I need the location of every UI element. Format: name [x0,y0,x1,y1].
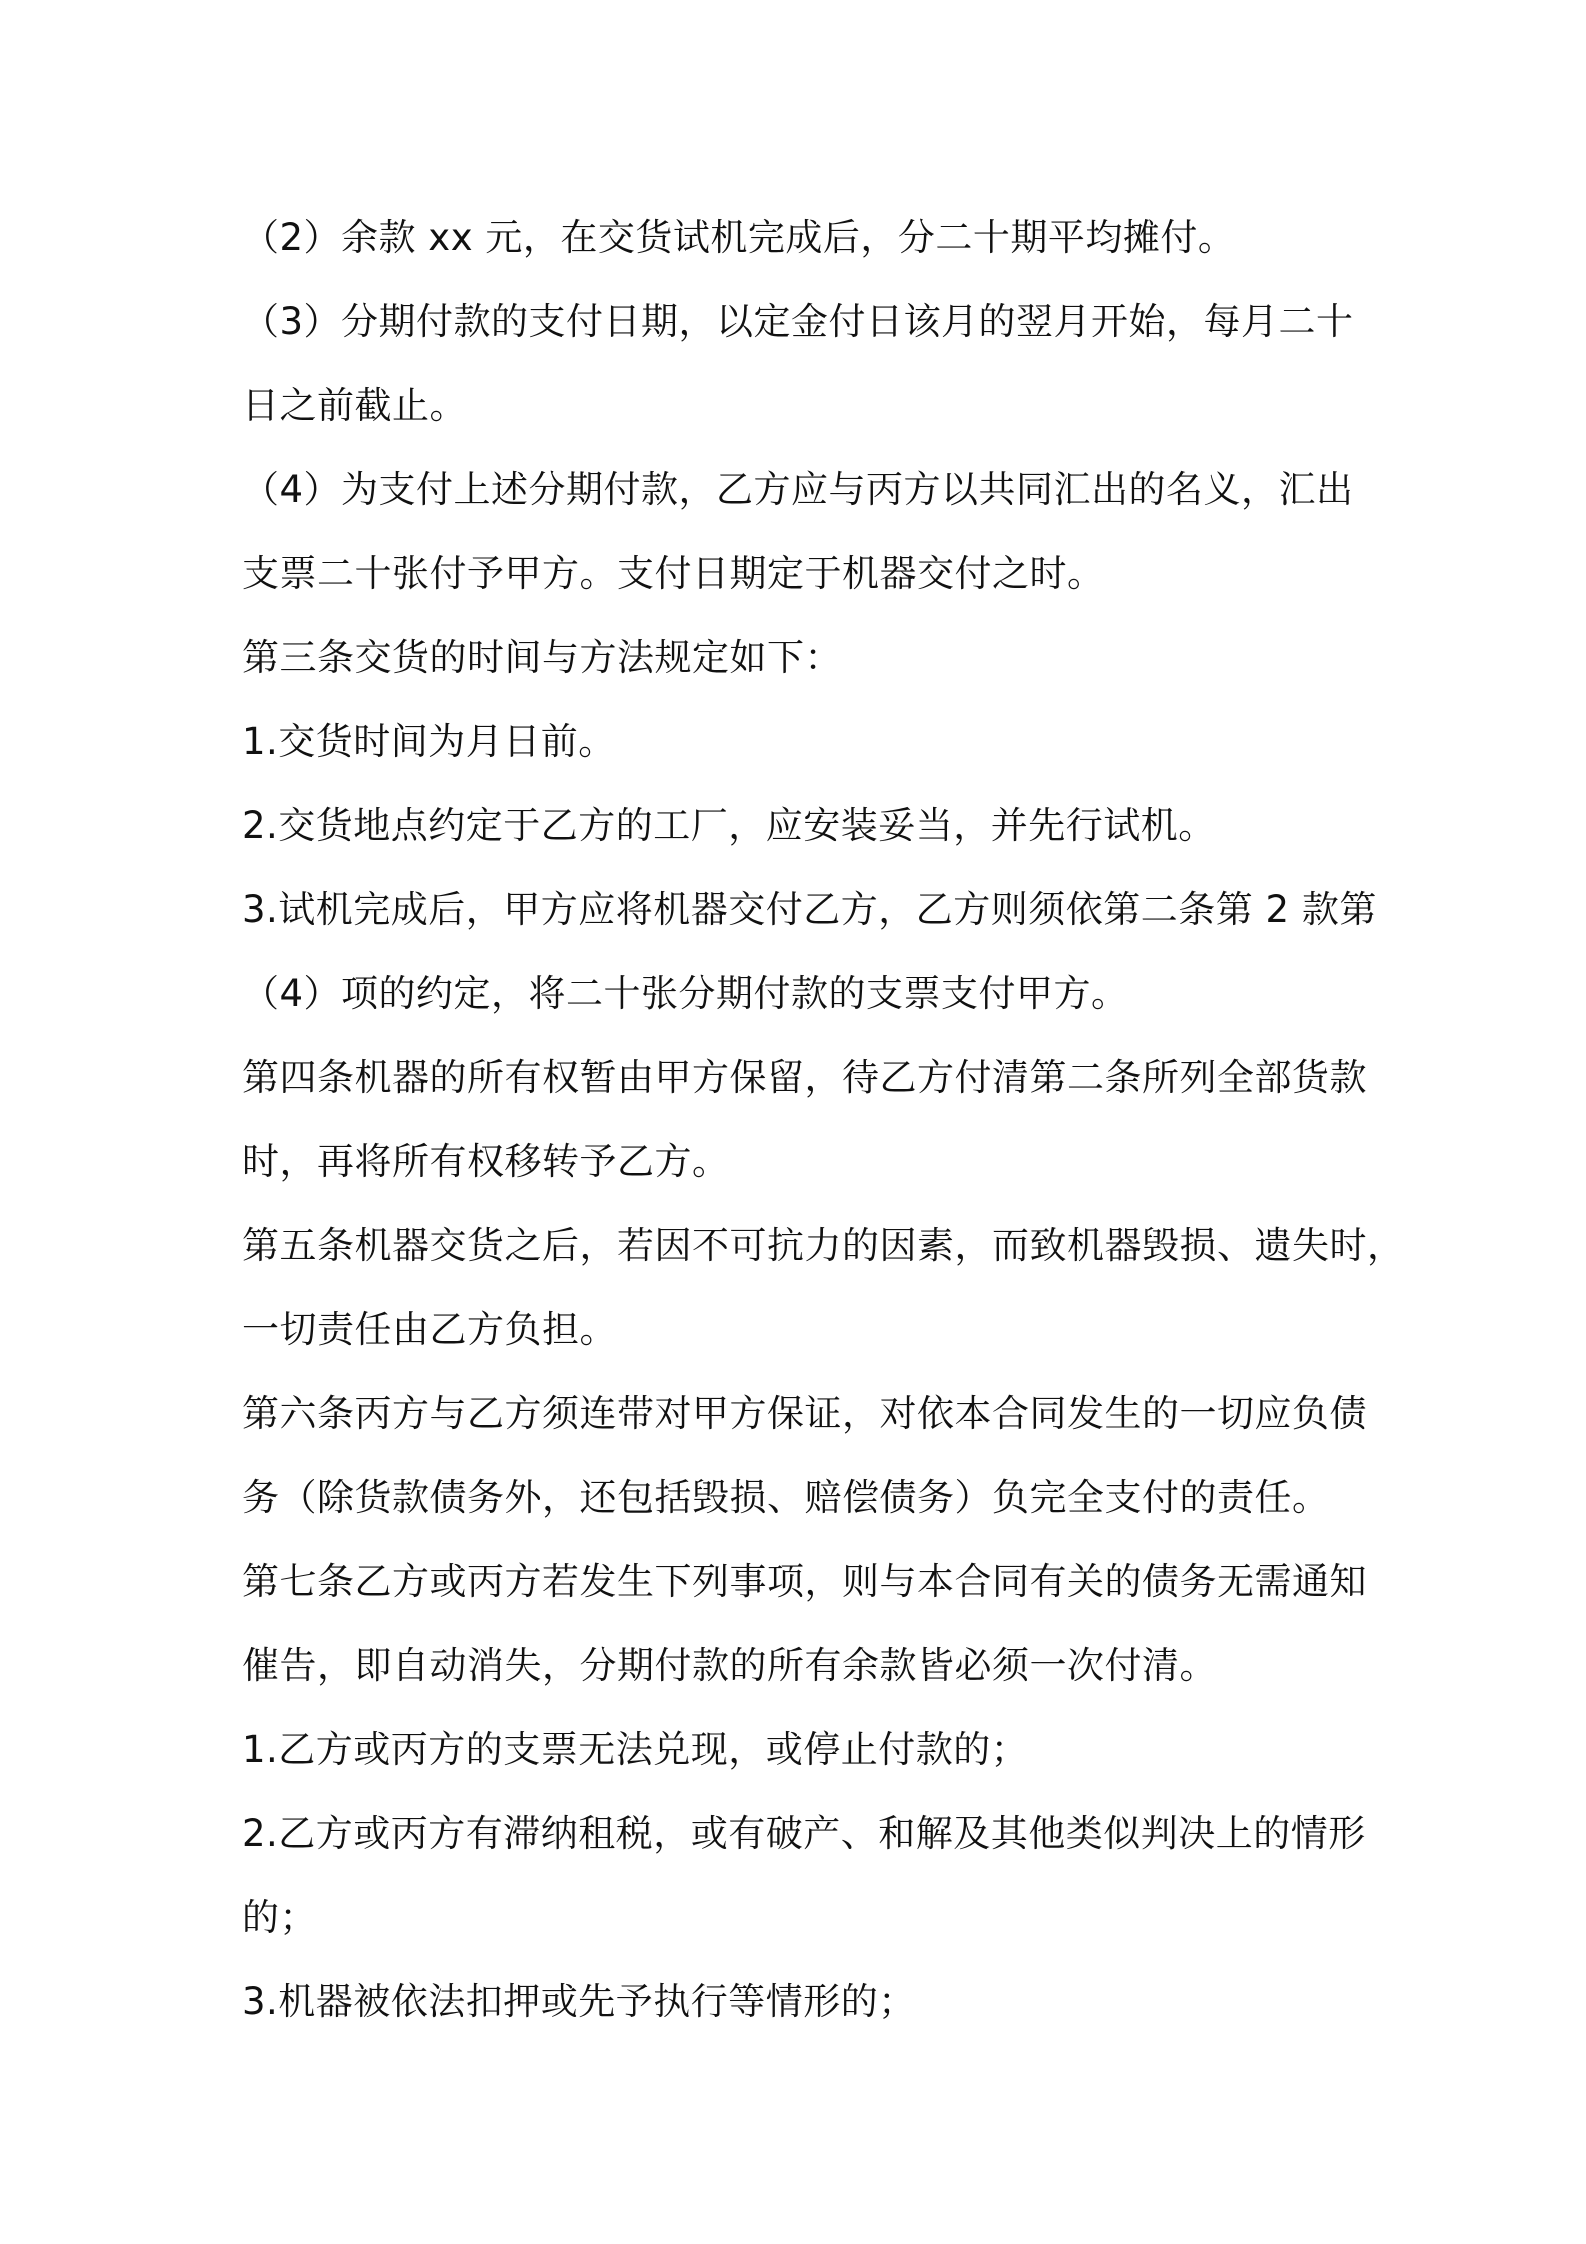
text-line: 3.机器被依法扣押或先予执行等情形的； [242,1980,916,2023]
text-line: 第六条丙方与乙方须连带对甲方保证，对依本合同发生的一切应负债 [242,1392,1367,1435]
text-line: 1.交货时间为月日前。 [242,720,616,763]
text-line: 第三条交货的时间与方法规定如下： [242,636,842,679]
text-line: （2）余款 xx 元，在交货试机完成后，分二十期平均摊付。 [242,216,1236,259]
text-line: 1.乙方或丙方的支票无法兑现，或停止付款的； [242,1728,1029,1771]
text-line: 的； [242,1896,317,1939]
text-line: 支票二十张付予甲方。支付日期定于机器交付之时。 [242,552,1105,595]
text-line: 第五条机器交货之后，若因不可抗力的因素，而致机器毁损、遗失时， [242,1224,1405,1267]
text-line: 催告，即自动消失，分期付款的所有余款皆必须一次付清。 [242,1644,1217,1687]
text-line: 务（除货款债务外，还包括毁损、赔偿债务）负完全支付的责任。 [242,1476,1330,1519]
text-line: 2.交货地点约定于乙方的工厂，应安装妥当，并先行试机。 [242,804,1216,847]
text-line: 2.乙方或丙方有滞纳租税，或有破产、和解及其他类似判决上的情形 [242,1812,1366,1855]
text-line: 一切责任由乙方负担。 [242,1308,617,1351]
text-line: 日之前截止。 [242,384,467,427]
text-line: （4）为支付上述分期付款，乙方应与丙方以共同汇出的名义，汇出 [242,468,1354,511]
document-body [242,196,1405,2044]
text-line: （3）分期付款的支付日期，以定金付日该月的翌月开始，每月二十 [242,300,1354,343]
text-line: （4）项的约定，将二十张分期付款的支票支付甲方。 [242,972,1129,1015]
text-line: 时，再将所有权移转予乙方。 [242,1140,730,1183]
text-line: 第四条机器的所有权暂由甲方保留，待乙方付清第二条所列全部货款 [242,1056,1367,1099]
text-line: 第七条乙方或丙方若发生下列事项，则与本合同有关的债务无需通知 [242,1560,1367,1603]
text-line: 3.试机完成后，甲方应将机器交付乙方，乙方则须依第二条第 2 款第 [242,888,1377,931]
